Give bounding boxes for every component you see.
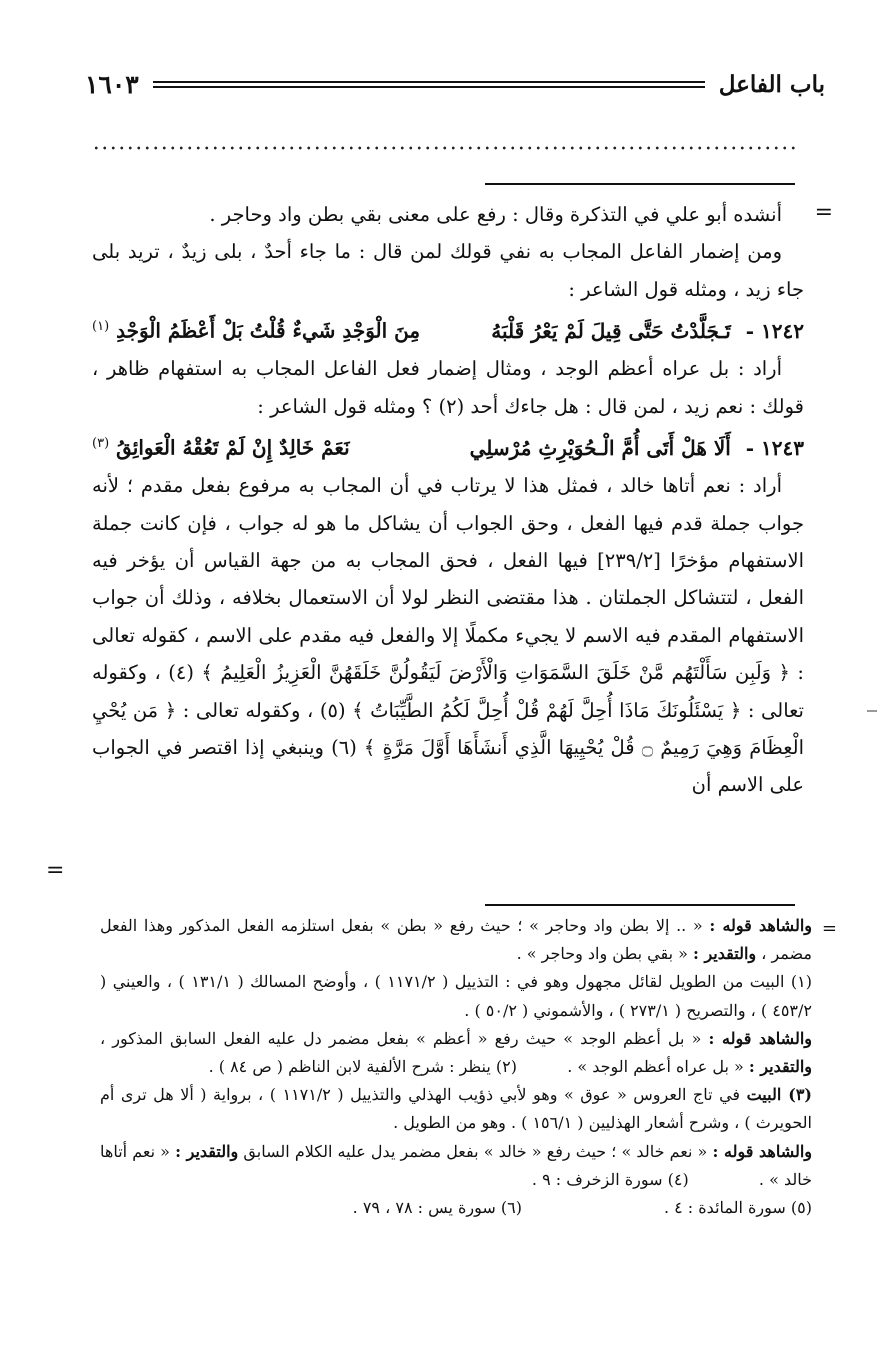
verse-1242: [92, 308, 804, 350]
shahid-note-2: والشاهد قوله : « بل أعظم الوجد » حيث رفع « أعظم » بفعل مضمر دل عليه الفعل السابق المذكور ، والتقدير : « بل عراه أعظم الوجد » . (٢) ينظر : شرح الألفية لابن الناظم ( ص ٨٤ ) .: [100, 1028, 812, 1077]
page-number: ١٦٠٣: [85, 69, 139, 99]
chapter-title: باب الفاعل: [718, 70, 825, 98]
header-double-rule: [153, 81, 705, 88]
short-rule: [485, 183, 795, 185]
verse-hemistich-1: أَلَا هَلْ أَتَى أُمَّ الْـحُوَيْرِثِ مُرْسلِي: [469, 435, 731, 460]
dotted-separator: [92, 145, 798, 151]
footnote-rule: [485, 904, 795, 906]
footnote-1: (١) البيت من الطويل لقائل مجهول وهو في : التذييل ( ١١٧١/٢ ) ، وأوضح المسالك ( ١٣١/١ ) ، والعيني ( ٤٥٣/٢ ) ، والتصريح ( ٢٧٣/١ ) ، والأشموني ( ٥٠/٢ ) .: [100, 972, 812, 1020]
paragraph-1: أنشده أبو علي في التذكرة وقال : رفع على معنى بقي بطن واد وحاجر .: [209, 203, 782, 226]
verse-number: ١٢٤٢ -: [745, 318, 804, 343]
continuation-mark-bottom: =: [46, 858, 65, 883]
main-text: [92, 196, 804, 804]
page-header: [85, 60, 825, 108]
shahid-note-3: والشاهد قوله : « نعم خالد » ؛ حيث رفع « خالد » بفعل مضمر يدل عليه الكلام السابق والتقدير : « نعم أتاها خالد » . (٤) سورة الزخرف : ٩ .: [100, 1141, 813, 1189]
continuation-mark-top: =: [814, 200, 833, 225]
paragraph-2: ومن إضمار الفاعل المجاب به نفي قولك لمن قال : ما جاء أحدٌ ، بلى زيدٌ ، تريد بلى جاء زيد ، ومثله قول الشاعر :: [92, 240, 804, 301]
paragraph-4: أراد : نعم أتاها خالد ، فمثل هذا لا يرتاب في أن المجاب به مرفوع بفعل مقدم ؛ لأنه جواب جملة قدم فيها الفعل ، وحق الجواب أن يشاكل ما هو له جواب ، فإن كانت جملة الاستفهام مؤخرًا [٢٣٩/٢] فيها الفعل ، فحق المجاب به من جهة القياس أن يؤخر فيه الفعل ، لتتشاكل الجملتان . هذا مقتضى النظر لولا أن الاستعمال بخلافه ، وذلك أن جواب الاستفهام المقدم فيه الاسم لا يجيء مكملًا إلا والفعل فيه مقدم على الاسم ، كقوله تعالى : ﴿ وَلَبِن سَأَلْتَهُم مَّنْ خَلَقَ السَّمَوَاتِ وَالْأَرْضَ لَيَقُولُنَّ خَلَقَهُنَّ الْعَزِيزُ الْعَلِيمُ ﴾ (٤) ، وكقوله تعالى : ﴿ يَسْئَلُونَكَ مَاذَا أُحِلَّ لَهُمْ قُلْ أُحِلَّ لَكُمُ الطَّيِّبَاتُ ﴾ (٥) ، وكقوله تعالى : ﴿ مَن يُحْيِ الْعِظَامَ وَهِيَ رَمِيمٌ ۝ قُلْ يُحْيِيهَا الَّذِي أَنشَأَهَا أَوَّلَ مَرَّةٍ ﴾ (٦) وينبغي إذا اقتصر في الجواب على الاسم أن: [92, 474, 804, 797]
verse-hemistich-2: مِنَ الْوَجْدِ شَيءٌ قُلْتُ بَلْ أَعْظَمُ الْوَجْدِ: [116, 318, 421, 343]
verse-1243: [92, 425, 804, 467]
footnote-ref: (١): [92, 319, 110, 335]
footnotes: [100, 912, 812, 1222]
margin-mark: [867, 710, 877, 712]
footnote-2: (٢) ينظر : شرح الألفية لابن الناظم ( ص ٨٤ ) .: [208, 1057, 517, 1077]
footnotes-5-6: [100, 1194, 812, 1222]
paragraph-3: أراد : بل عراه أعظم الوجد ، ومثال إضمار فعل الفاعل المجاب به استفهام ظاهر ، قولك : نعم زيد ، لمن قال : هل جاءك أحد (٢) ؟ ومثله قول الشاعر :: [92, 357, 804, 418]
footnote-5: (٥) سورة المائدة : ٤ .: [663, 1198, 812, 1218]
footnote-4: (٤) سورة الزخرف : ٩ .: [531, 1169, 689, 1189]
footnote-3: (٣) البيت في تاج العروس « عوق » وهو لأبي ذؤيب الهذلي والتذييل ( ١١٧١/٢ ) ، برواية ( ألا هل ترى أم الحويرث ) ، وشرح أشعار الهذليين ( ١٥٦/١ ) . وهو من الطويل .: [100, 1085, 812, 1133]
footnote-6: (٦) سورة يس : ٧٨ ، ٧٩ .: [352, 1198, 522, 1218]
footnote-continuation-mark: =: [821, 918, 837, 939]
verse-hemistich-2: نَعَمْ خَالِدٌ إِنْ لَمْ تَعُقْهُ الْعَوائِقُ: [116, 435, 350, 460]
footnote-ref: (٣): [92, 436, 110, 452]
verse-number: ١٢٤٣ -: [745, 435, 804, 460]
shahid-note-1: والشاهد قوله : « .. إلا بطن واد وحاجر » ؛ حيث رفع « بطن » بفعل استلزمه الفعل المذكور وهذا الفعل مضمر ، والتقدير : « بقي بطن واد وحاجر » .: [100, 916, 812, 964]
verse-hemistich-1: تَـجَلَّدْتُ حَتَّى قِيلَ لَمْ يَعْرُ قَلْبَهُ: [491, 318, 731, 343]
